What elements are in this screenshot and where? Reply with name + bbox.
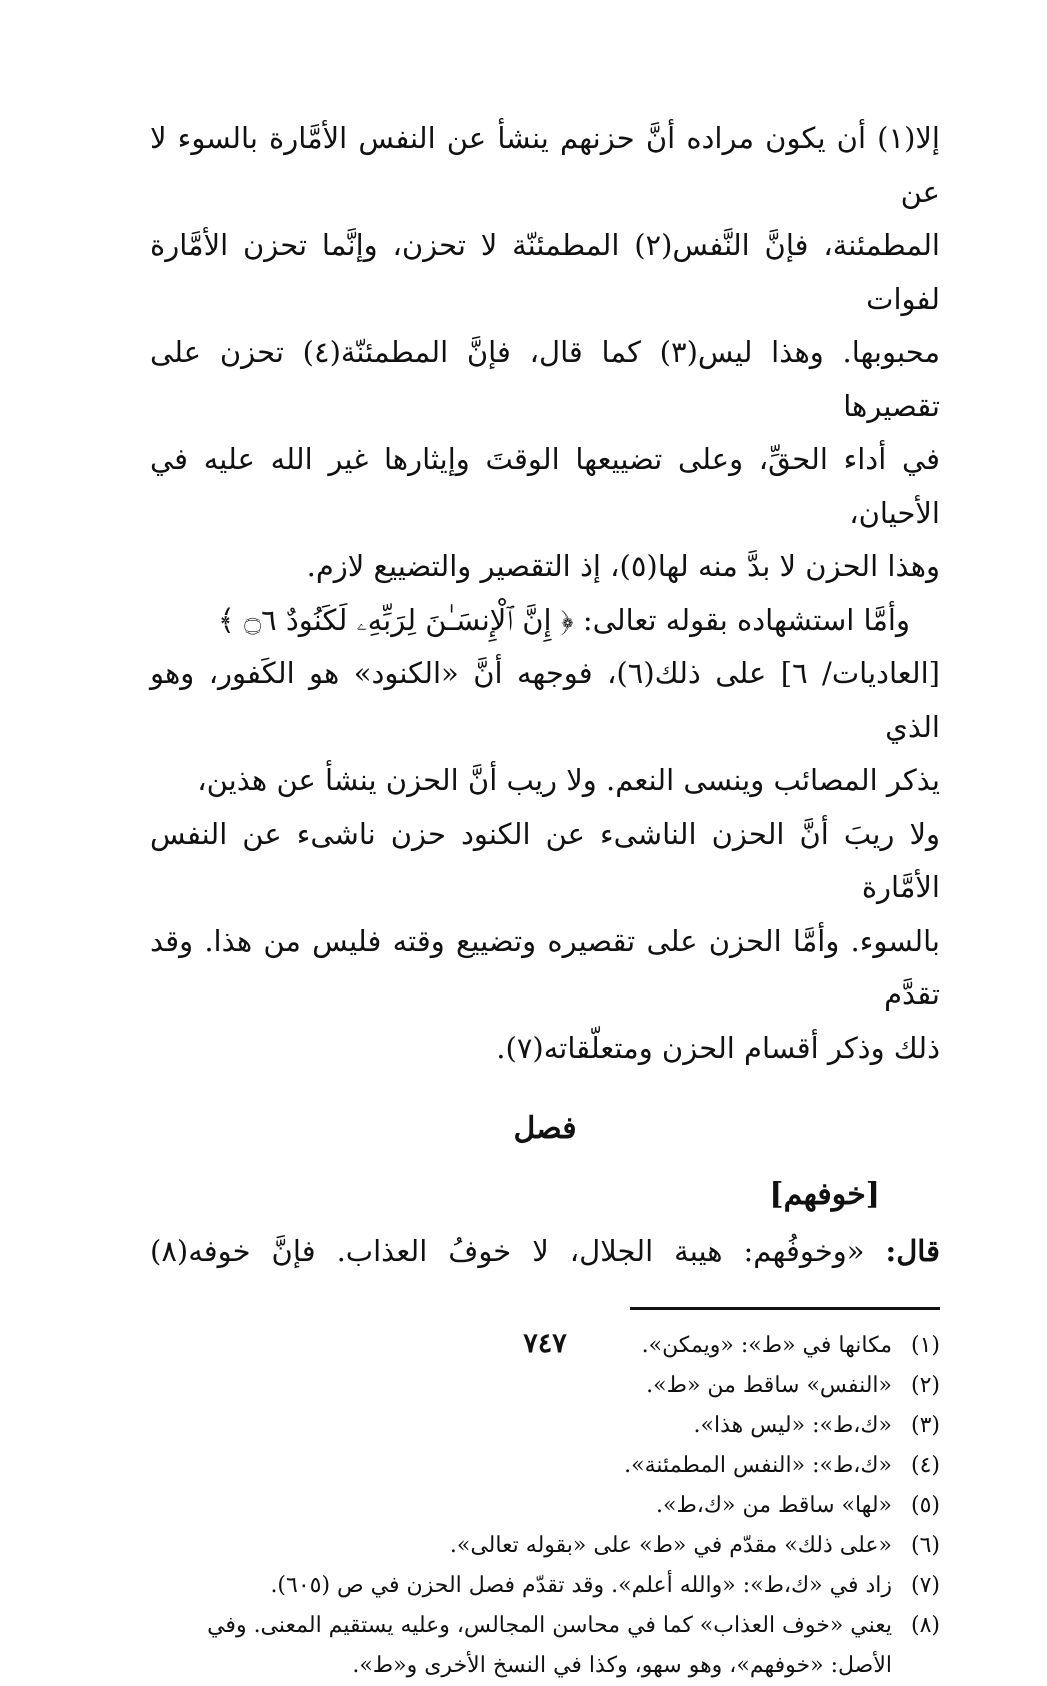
footnote-text: زاد في «ك،ط»: «والله أعلم». وقد تقدّم فصل الحزن في ص (٦٠٥). [270, 1573, 892, 1598]
sub-heading: [خوفهم] [769, 1177, 880, 1212]
footnote-number: (٤) [910, 1453, 940, 1478]
footnote-number: (٣) [910, 1413, 940, 1438]
footnote-text: «النفس» ساقط من «ط». [646, 1373, 892, 1398]
section-heading: فصل [513, 1111, 577, 1146]
body-line: المطمئنة، فإنَّ النَّفس(٢) المطمئنّة لا تحزن، وإنَّما تحزن الأمَّارة لفوات [150, 228, 940, 316]
body-line: ولا ريبَ أنَّ الحزن الناشىء عن الكنود حزن ناشىء عن النفس الأمَّارة [150, 816, 940, 904]
footnote-text-block [150, 1606, 892, 1686]
body-line: بالسوء. وأمَّا الحزن على تقصيره وتضييع وقته فليس من هذا. وقد تقدَّم [150, 923, 940, 1011]
footnote-text: مكانها في «ط»: «ويمكن». [641, 1333, 892, 1358]
quote-line [150, 1223, 940, 1279]
footnote-text: «لها» ساقط من «ك،ط». [655, 1493, 892, 1518]
footnote [150, 1366, 940, 1406]
footnote-text-continuation: الأصل: «خوفهم»، وهو سهو، وكذا في النسخ الأخرى و«ط». [352, 1653, 892, 1678]
body-line: محبوبها. وهذا ليس(٣) كما قال، فإنَّ المطمئنّة(٤) تحزن على تقصيرها [150, 335, 940, 423]
body-line: في أداء الحقِّ، وعلى تضييعها الوقتَ وإيثارها غير الله عليه في الأحيان، [150, 442, 940, 530]
body-line: [العاديات/ ٦] على ذلك(٦)، فوجهه أنَّ «الكنود» هو الكَفور، وهو الذي [150, 656, 940, 744]
footnote-number: (٨) [910, 1613, 940, 1638]
footnote-text: «على ذلك» مقدّم في «ط» على «بقوله تعالى». [449, 1533, 892, 1558]
footnote-number: (٥) [910, 1493, 940, 1518]
quote-text: «وخوفُهم: هيبة الجلال، لا خوفُ العذاب. فإنَّ خوفه(٨) [150, 1234, 865, 1268]
footnote-number: (٧) [910, 1573, 940, 1598]
footnote [150, 1566, 940, 1606]
footnote-number: (٢) [910, 1373, 940, 1398]
footnote-text: «ك،ط»: «النفس المطمئنة». [624, 1453, 892, 1478]
footnote [150, 1526, 940, 1566]
body-line: ذلك وذكر أقسام الحزن ومتعلّقاته(٧). [496, 1030, 940, 1065]
footnote-number: (١) [910, 1333, 940, 1358]
body-line: وأمَّا استشهاده بقوله تعالى: ﴿ إِنَّ ٱلْإِنسَـٰنَ لِرَبِّهِۦ لَكَنُودٌ ۝٦ ﴾ [217, 602, 910, 637]
footnote [150, 1606, 940, 1686]
paragraph-2 [150, 594, 940, 1076]
footnote [150, 1446, 940, 1486]
book-page [150, 112, 941, 1678]
body-line: وهذا الحزن لا بدَّ منه لها(٥)، إذ التقصير والتضييع لازم. [306, 549, 940, 583]
body-line: إلا(١) أن يكون مراده أنَّ حزنهم ينشأ عن النفس الأمَّارة بالسوء لا عن [150, 121, 940, 209]
quote-lead: قال: [885, 1234, 941, 1268]
footnote-text: «ك،ط»: «ليس هذا». [693, 1413, 892, 1438]
body-line: يذكر المصائب وينسى النعم. ولا ريب أنَّ الحزن ينشأ عن هذين، [197, 763, 940, 797]
footnote [150, 1486, 940, 1526]
footnote [150, 1406, 940, 1446]
footnote-divider [630, 1307, 940, 1310]
footnote-text: يعني «خوف العذاب» كما في محاسن المجالس، وعليه يستقيم المعنى. وفي [207, 1613, 892, 1638]
page-number: ٧٤٧ [523, 1328, 567, 1359]
footnote-number: (٦) [910, 1533, 940, 1558]
main-text [150, 112, 940, 1075]
footnotes [150, 1326, 940, 1686]
paragraph-1 [150, 112, 940, 594]
